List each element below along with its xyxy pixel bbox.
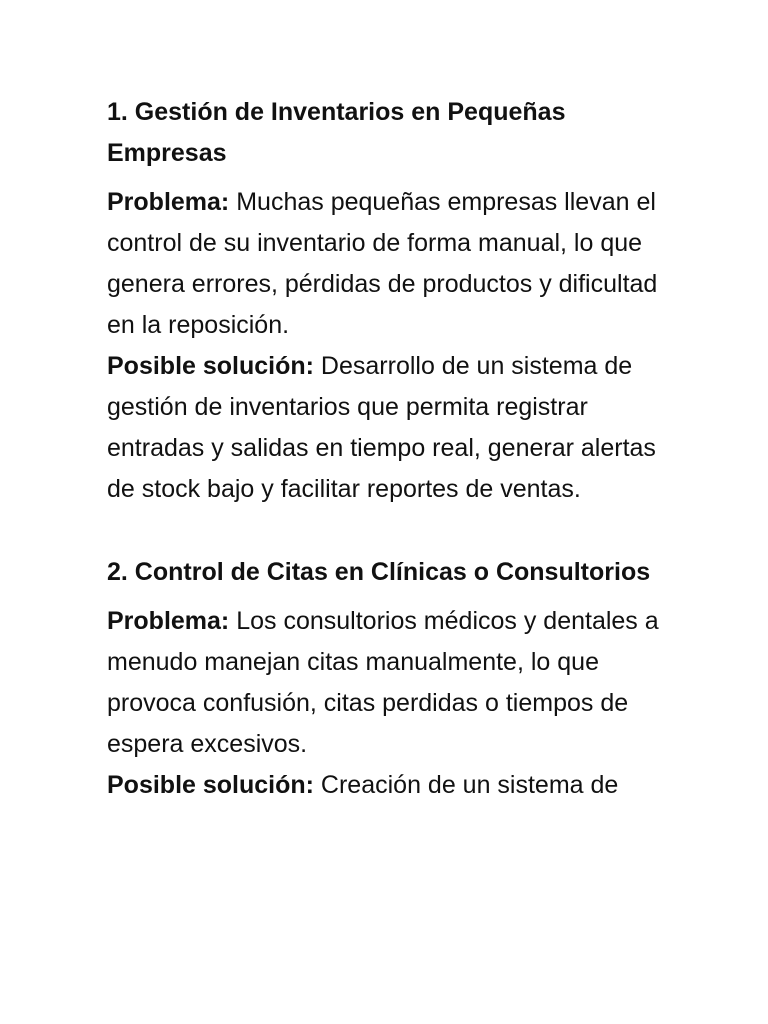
problem-paragraph (107, 601, 687, 765)
solution-text: Desarrollo de un sistema de gestión de inventarios que permita registrar entradas y salidas en tiempo real, generar alertas de stock bajo y facilitar reportes de ventas. (107, 352, 656, 503)
document-page (107, 92, 687, 806)
solution-paragraph (107, 346, 687, 510)
problem-text: Muchas pequeñas empresas llevan el control de su inventario de forma manual, lo que genera errores, pérdidas de productos y dificultad en la reposición. (107, 188, 658, 339)
solution-label: Posible solución: (107, 771, 314, 799)
problem-label: Problema: (107, 607, 230, 635)
section-title: 2. Control de Citas en Clínicas o Consultorios (107, 558, 651, 586)
solution-label: Posible solución: (107, 352, 314, 380)
problem-paragraph (107, 182, 687, 346)
problem-text: Los consultorios médicos y dentales a menudo manejan citas manualmente, lo que provoca confusión, citas perdidas o tiempos de espera excesivos. (107, 607, 659, 758)
section-inventory (107, 92, 687, 510)
solution-text: Creación de un sistema de (313, 771, 619, 799)
section-appointments (107, 552, 687, 806)
section-title: 1. Gestión de Inventarios en Pequeñas Empresas (107, 98, 566, 167)
problem-label: Problema: (107, 188, 230, 216)
solution-paragraph (107, 765, 687, 806)
